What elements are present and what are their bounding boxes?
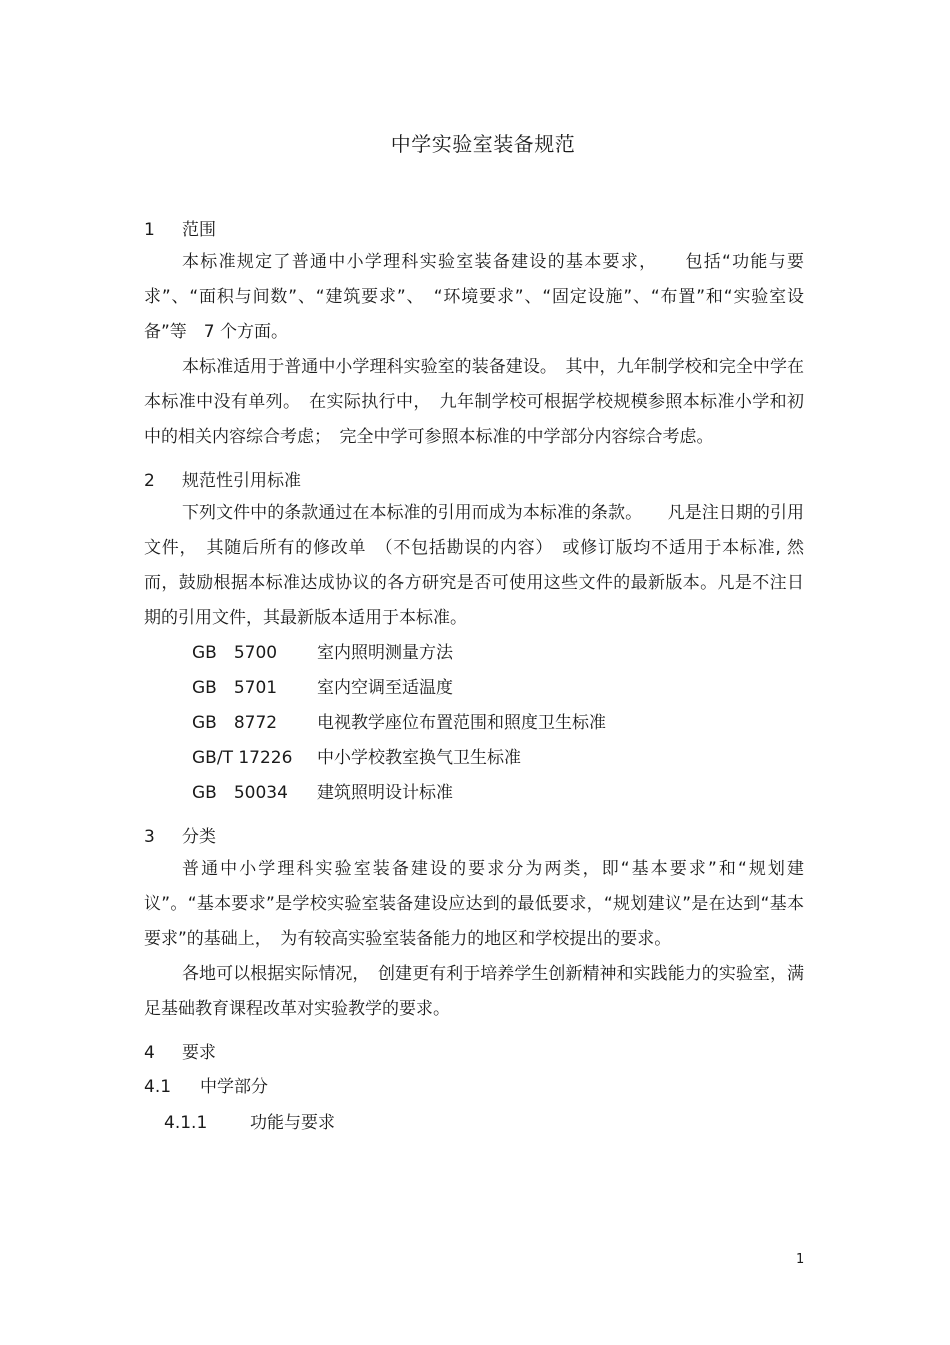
section-title: 范围 bbox=[182, 220, 216, 240]
section-3-heading bbox=[144, 822, 804, 852]
reference-item bbox=[144, 741, 804, 776]
section-title: 分类 bbox=[182, 827, 216, 847]
document-body bbox=[144, 215, 804, 1138]
section-2-paragraph-1: 下列文件中的条款通过在本标准的引用而成为本标准的条款。 凡是注日期的引用文件， 其随后所有的修改单 （不包括勘误的内容） 或修订版均不适用于本标准, 然而，鼓励根据本标准达成协议的各方研究是否可使用这些文件的最新版本。凡是不注日期的引用文件，其最新版本适用于本标准。 bbox=[144, 503, 804, 628]
section-1-paragraph-2: 本标准适用于普通中小学理科实验室的装备建设。 其中，九年制学校和完全中学在本标准中没有单列。 在实际执行中， 九年制学校可根据学校规模参照本标准小学和初中的相关内容综合考虑； 完全中学可参照本标准的中学部分内容综合考虑。 bbox=[144, 357, 804, 447]
section-number: 4 bbox=[144, 1043, 155, 1063]
reference-item bbox=[144, 636, 804, 671]
reference-item bbox=[144, 706, 804, 741]
reference-code: GB 50034 bbox=[192, 783, 288, 803]
section-number: 2 bbox=[144, 471, 155, 491]
page-title: 中学实验室装备规范 bbox=[390, 132, 576, 156]
section-3-paragraph-1: 普通中小学理科实验室装备建设的要求分为两类，即“基本要求”和“规划建议”。“基本要求”是学校实验室装备建设应达到的最低要求，“规划建议”是在达到“基本要求”的基础上， 为有较高实验室装备能力的地区和学校提出的要求。 bbox=[144, 859, 804, 949]
section-4-heading bbox=[144, 1038, 804, 1068]
subsection-title: 中学部分 bbox=[200, 1077, 268, 1097]
section-3-paragraph-2: 各地可以根据实际情况， 创建更有利于培养学生创新精神和实践能力的实验室，满足基础教育课程改革对实验教学的要求。 bbox=[144, 964, 804, 1019]
section-title: 规范性引用标准 bbox=[182, 471, 301, 491]
subsection-number: 4.1 bbox=[144, 1077, 172, 1097]
reference-name: 室内照明测量方法 bbox=[317, 643, 453, 663]
subsection-4-1-1-heading bbox=[144, 1108, 804, 1138]
reference-item bbox=[144, 776, 804, 811]
reference-name: 室内空调至适温度 bbox=[317, 678, 453, 698]
page-number: 1 bbox=[796, 1252, 805, 1267]
section-2-heading bbox=[144, 466, 804, 496]
subsection-4-1-heading bbox=[144, 1072, 804, 1102]
section-number: 1 bbox=[144, 220, 155, 240]
section-1-heading bbox=[144, 215, 804, 245]
reference-code: GB 5700 bbox=[192, 643, 278, 663]
reference-code: GB 5701 bbox=[192, 678, 278, 698]
subsection-title: 功能与要求 bbox=[250, 1113, 335, 1133]
reference-code: GB/T 17226 bbox=[192, 748, 293, 768]
subsection-number: 4.1.1 bbox=[164, 1113, 208, 1133]
reference-name: 中小学校教室换气卫生标准 bbox=[317, 748, 521, 768]
reference-name: 建筑照明设计标准 bbox=[317, 783, 453, 803]
section-title: 要求 bbox=[182, 1043, 216, 1063]
reference-code: GB 8772 bbox=[192, 713, 278, 733]
section-1-paragraph-1: 本标准规定了普通中小学理科实验室装备建设的基本要求， 包括“功能与要求”、“面积与间数”、“建筑要求”、 “环境要求”、“固定设施”、“布置”和“实验室设备”等 7 个方面。 bbox=[144, 252, 804, 342]
section-number: 3 bbox=[144, 827, 155, 847]
reference-name: 电视教学座位布置范围和照度卫生标准 bbox=[317, 713, 606, 733]
reference-item bbox=[144, 671, 804, 706]
